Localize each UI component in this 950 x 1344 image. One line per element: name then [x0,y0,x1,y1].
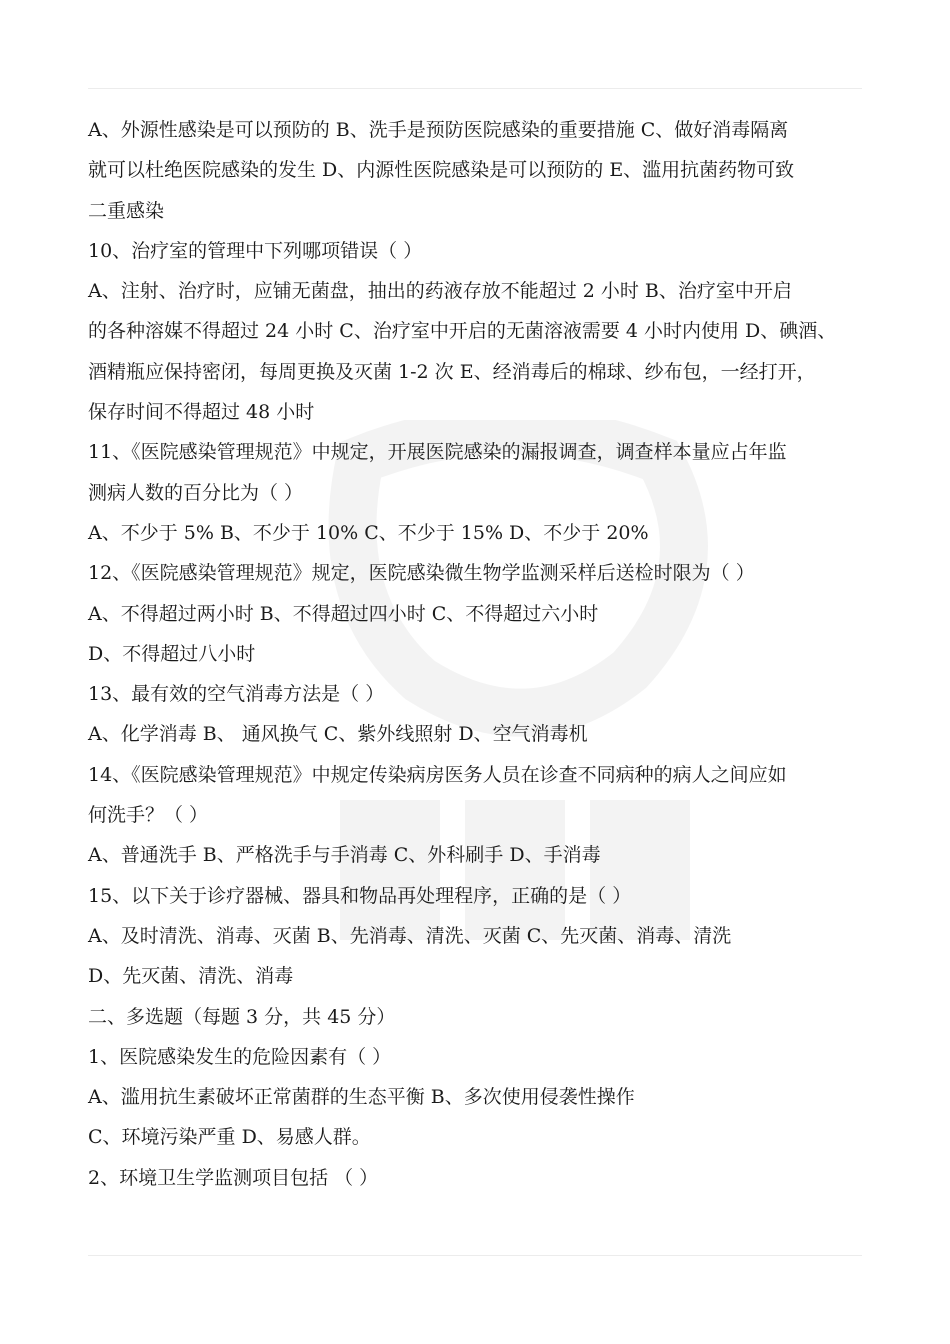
question-14: 14、《医院感染管理规范》中规定传染病房医务人员在诊查不同病种的病人之间应如 [88,763,787,786]
multi-options-1: A、滥用抗生素破坏正常菌群的生态平衡 B、多次使用侵袭性操作 [88,1086,635,1109]
section-heading: 二、多选题（每题 3 分，共 45 分） [88,1005,396,1028]
options-11: A、不少于 5% B、不少于 10% C、不少于 15% D、不少于 20% [88,521,649,544]
text-line: C、环境污染严重 D、易感人群。 [88,1126,371,1149]
multi-question-1: 1、医院感染发生的危险因素有（ ） [88,1045,392,1068]
text-line: 酒精瓶应保持密闭，每周更换及灭菌 1-2 次 E、经消毒后的棉球、纱布包，一经打开， [88,360,816,383]
question-10: 10、治疗室的管理中下列哪项错误（ ） [88,239,423,262]
text-line: 测病人数的百分比为（ ） [88,481,304,504]
footer-divider [88,1255,862,1256]
text-line: 二重感染 [88,199,165,222]
text-line: 就可以杜绝医院感染的发生 D、内源性医院感染是可以预防的 E、滥用抗菌药物可致 [88,159,795,182]
question-13: 13、最有效的空气消毒方法是（ ） [88,683,385,706]
text-line: 的各种溶媒不得超过 24 小时 C、治疗室中开启的无菌溶液需要 4 小时内使用 D、碘酒、 [88,320,837,343]
question-11: 11、《医院感染管理规范》中规定，开展医院感染的漏报调查，调查样本量应占年监 [88,441,787,464]
options-13: A、化学消毒 B、 通风换气 C、紫外线照射 D、空气消毒机 [88,723,588,746]
text-line: A、外源性感染是可以预防的 B、洗手是预防医院感染的重要措施 C、做好消毒隔离 [88,119,789,141]
text-line: 保存时间不得超过 48 小时 [88,401,315,424]
text-line: A、注射、治疗时，应铺无菌盘，抽出的药液存放不能超过 2 小时 B、治疗室中开启 [88,280,792,303]
options-14: A、普通洗手 B、严格洗手与手消毒 C、外科刷手 D、手消毒 [88,844,601,867]
document-body [88,110,868,1198]
multi-question-2: 2、环境卫生学监测项目包括 （ ） [88,1166,379,1189]
question-15: 15、以下关于诊疗器械、器具和物品再处理程序，正确的是（ ） [88,884,632,907]
question-12: 12、《医院感染管理规范》规定，医院感染微生物学监测采样后送检时限为（ ） [88,562,755,585]
options-12: A、不得超过两小时 B、不得超过四小时 C、不得超过六小时 [88,602,599,625]
header-divider [88,88,862,89]
options-15: A、及时清洗、消毒、灭菌 B、先消毒、清洗、灭菌 C、先灭菌、消毒、清洗 [88,924,732,947]
text-line: D、不得超过八小时 [88,642,256,665]
text-line: D、先灭菌、清洗、消毒 [88,965,294,988]
text-line: 何洗手？（ ） [88,804,209,827]
